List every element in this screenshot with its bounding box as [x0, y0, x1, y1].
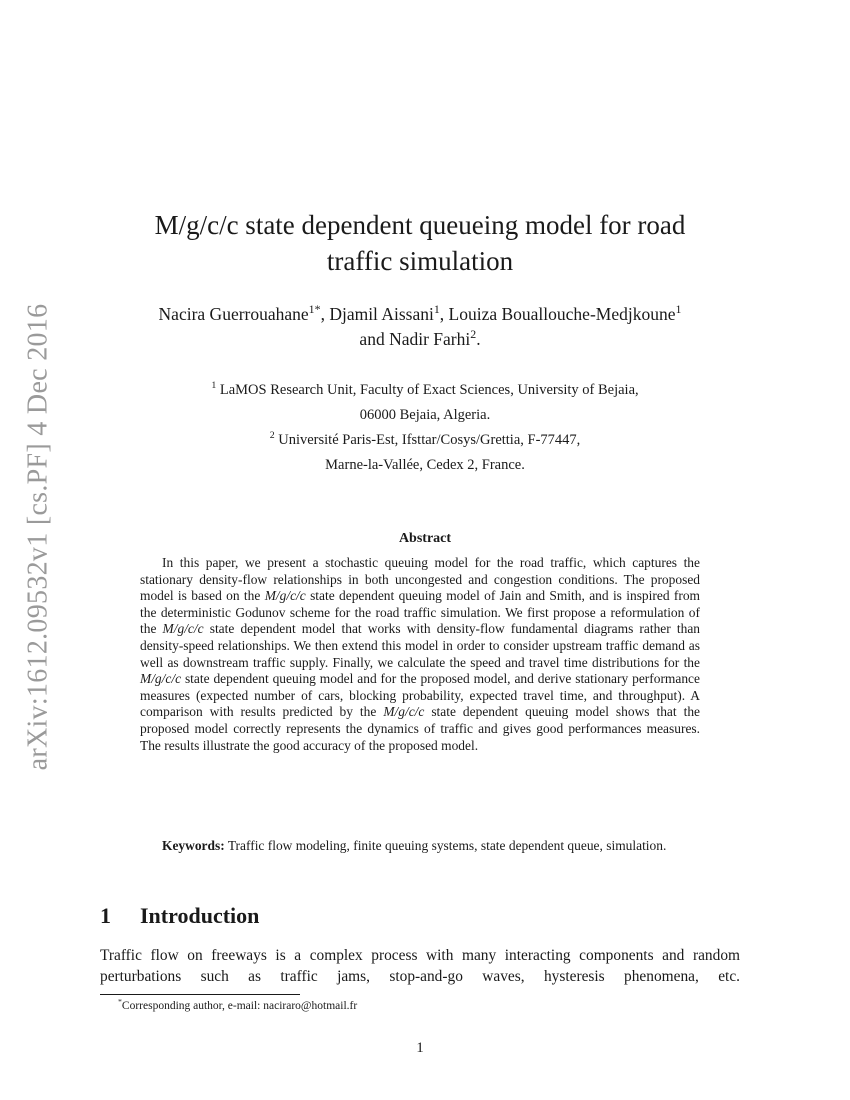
footnote-rule [100, 994, 300, 995]
affiliation-mark: 1 [211, 380, 217, 392]
abstract-segment: In this paper, we present a stochastic queuing model for the road traffic, which captures the stationary density-flow relationships in both uncongested and congestion conditions. The proposed model is based on the [140, 555, 700, 604]
title-line-2: traffic simulation [326, 246, 514, 276]
page-number: 1 [416, 1040, 424, 1056]
intro-paragraph: Traffic flow on freeways is a complex process with many interacting components and random perturbations such as traffic jams, stop-and-go waves, hysteresis phenomena, etc. [100, 947, 740, 985]
title-line-1: M/g/c/c state dependent queueing model for road [154, 210, 686, 240]
author-affil-mark: 1 [433, 302, 440, 317]
abstract-segment: state dependent queuing model and for the proposed model, and derive stationary performance measures (expected number of cars, blocking probability, expected travel time, and throughput). A comparison with results predicted by the [140, 671, 700, 720]
abstract-segment: state dependent queuing model of Jain and Smith, and is inspired from the deterministic Godunov scheme for the road traffic simulation. We first propose a reformulation of the [140, 588, 700, 637]
affiliation-text: Université Paris-Est, Ifsttar/Cosys/Grettia, F-77447, [274, 432, 581, 448]
keywords [140, 838, 700, 855]
section-title: Introduction [140, 903, 260, 928]
footnote-text: Corresponding author, e-mail: naciraro@hotmail.fr [121, 1000, 358, 1012]
model-notation: M/g/c/c [162, 621, 204, 637]
author-name: , Louiza Bouallouche-Medjkoune [439, 304, 676, 324]
affiliation-2-address: Marne-la-Vallée, Cedex 2, France. [325, 457, 525, 473]
author-list [95, 302, 745, 352]
section-number: 1 [100, 903, 111, 928]
author-affil-mark: 2 [470, 327, 477, 342]
model-notation: M/g/c/c [383, 704, 425, 720]
footnote [118, 998, 357, 1014]
model-notation: M/g/c/c [140, 671, 182, 687]
affiliation-1 [150, 378, 700, 403]
keywords-label: Keywords: [162, 838, 225, 853]
abstract-segment: state dependent queuing model shows that the proposed model correctly represents the dynamics of traffic and gives good performances measures. The results illustrate the good accuracy of the proposed model. [140, 704, 701, 753]
paper-title [100, 207, 740, 279]
abstract-text [140, 555, 700, 754]
affiliation-2 [150, 428, 700, 453]
affiliation-mark: 2 [269, 430, 275, 442]
arxiv-id: arXiv:1612.09532v1 [cs.PF] 4 Dec 2016 [22, 303, 54, 771]
author-name: Nacira Guerrouahane [158, 304, 309, 324]
abstract-heading: Abstract [398, 531, 452, 546]
author-list-end: . [476, 329, 481, 349]
affiliation-1-address: 06000 Bejaia, Algeria. [359, 407, 491, 423]
section-heading [100, 902, 259, 930]
arxiv-stamp [18, 302, 58, 772]
model-notation: M/g/c/c [264, 588, 306, 604]
affiliations [150, 378, 700, 478]
author-name: , Djamil Aissani [320, 304, 434, 324]
affiliation-text: LaMOS Research Unit, Faculty of Exact Sciences, University of Bejaia, [216, 382, 639, 398]
keywords-text: Traffic flow modeling, finite queuing systems, state dependent queue, simulation. [224, 838, 667, 853]
footnote-mark: * [118, 997, 122, 1007]
author-affil-mark: 1 [675, 302, 682, 317]
author-affil-mark: 1* [308, 302, 321, 317]
abstract-segment: state dependent model that works with density-flow fundamental diagrams rather than density-speed relationships. We then extend this model in order to consider upstream traffic demand as well as downstream traffic supply. Finally, we calculate the speed and travel time distributions for the [140, 621, 701, 670]
author-name: and Nadir Farhi [359, 329, 471, 349]
